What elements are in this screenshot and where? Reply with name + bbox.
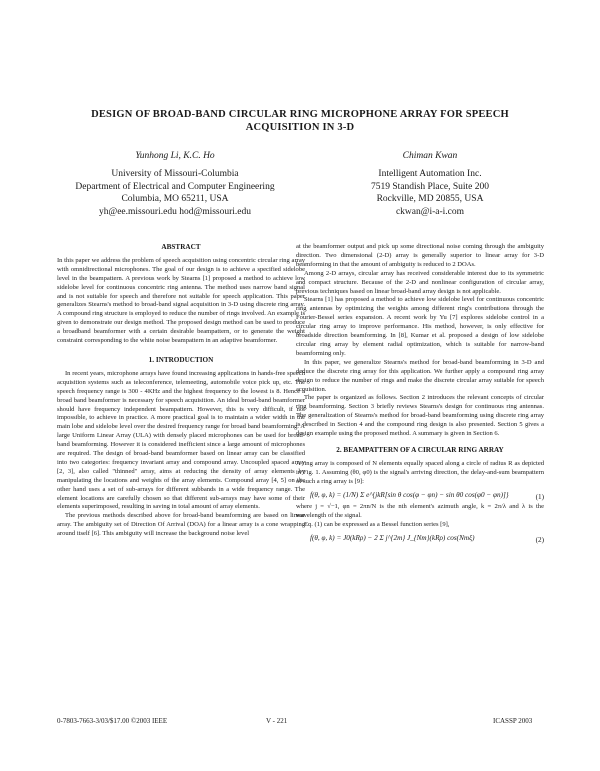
equation-2-number: (2) (535, 536, 544, 545)
abstract-text: In this paper we address the problem of speech acquisition using concentric circular ring array with omnidirectional microphones. The goal of our design is to achieve a specified sidelobe level in the beampattern. A previous work by Stearns [1] proposed a method to achieve low sidelobe level for continuous concentric ring antenna. The method uses narrow band signal and is not suitable for speech and therefore not suitable for speech application. This paper generalizes Stearns's method to broad-band signal acquisition in 3-D using discrete ring array. A compound ring structure is employed to reduce the number of rings involved. An example is given to demonstrate our design method. The proposed design method can be used to produce a broadband beamformer with a certain desirable beampattern, or to generate the weight constraint corresponding to the white noise beampattern in an adaptive beamformer. (57, 256, 306, 345)
section-2-paragraph: where j = √−1, φn = 2πn/N is the nth element's azimuth angle, k = 2π/λ and λ is the wavelength of the signal. (296, 503, 544, 520)
equation-2-body: f(θ, φ, k) = J0(kRρ) − 2 Σ j^{2m} J_{Nm}(kRρ) cos(Nmξ) (310, 534, 475, 543)
footer-page-number: V - 221 (266, 717, 288, 725)
equation-2 (296, 534, 544, 543)
affiliation-line: Intelligent Automation Inc. (378, 169, 482, 180)
paper-title: DESIGN OF BROAD-BAND CIRCULAR RING MICROPHONE ARRAY FOR SPEECH ACQUISITION IN 3-D (91, 109, 509, 133)
affiliation-line: Columbia, MO 65211, USA (121, 194, 229, 205)
intro-paragraph: In recent years, microphone arrays have found increasing applications in hands-free speech acquisition systems such as teleconference, telemeeting, automobile voice pick up, etc. The speech frequency range is 300 - 4KHz and the highest frequency to the lowest is 8. Hence a broad band beamformer is necessary for speech acquisition. An ideal broad-band beamformer should have frequency independent beampattern. However, this is very difficult, if not impossible, to achieve in practice. A more practical goal is to maintain a wider width in the main lobe and sidelobe level over the desired frequency range for broad band beamforming. A large Uniform Linear Array (ULA) with densely placed microphones can be used for broad-band beamforming. However it is considered inefficient since a large amount of microphones are required. The design of broad-band beamformer based on linear array can be classified into two categories: frequency invariant array and compound array. Uncoupled spaced array [2, 3], also called "thinned" array, aims at reducing the density of array elements by manipulating the locations and weights of the array elements. Compound array [4, 5] on the other hand uses a set of sub-arrays for different subbands in a wide frequency range. The element locations are carefully chosen so that different sub-arrays may have some of their elements superimposed, resulting in saving in total amount of array elements. (57, 369, 305, 511)
affiliation-line: University of Missouri-Columbia (111, 169, 239, 180)
footer-copyright: 0-7803-7663-3/03/$17.00 ©2003 IEEE (57, 717, 168, 725)
body-paragraph: at the beamformer output and pick up some directional noise coming through the ambiguity direction. Two dimensional (2-D) array is generally superior to linear array for 3-D beamforming in that the amount of ambiguity is reduced to 2 DOAs. (296, 243, 544, 268)
equation-1-number: (1) (535, 492, 544, 501)
left-column (57, 243, 305, 539)
intro-paragraph: The previous methods described above for broad-band beamforming are based on linear array. The ambiguity set of Direction Of Arrival (DOA) for a linear array is a cone wrapping around itself [6]. This ambiguity will increase the background noise level (57, 512, 305, 538)
section-2-heading: 2. BEAMPATTERN OF A CIRCULAR RING ARRAY (336, 445, 504, 454)
affiliation-line: 7519 Standish Place, Suite 200 (371, 181, 489, 192)
author-email-left: yh@ee.missouri.edu hod@missouri.edu (98, 206, 252, 217)
author-names-right: Chiman Kwan (402, 151, 458, 161)
author-block-right (325, 150, 535, 218)
author-block-left (40, 150, 310, 218)
footer-venue: ICASSP 2003 (493, 717, 533, 725)
section-2-paragraph: Eq. (1) can be expressed as a Bessel function series [9], (304, 521, 450, 529)
body-paragraph: The paper is organized as follows. Section 2 introduces the relevant concepts of circular ring beamforming. Section 3 briefly reviews Stearns's design for continuous ring antennas. The generalization of Stearns's method for broad-band beamforming using discrete ring array is described in Section 4 and the compound ring design is also presented. Section 5 gives a design example using the proposed method. A summary is given in Section 6. (296, 394, 544, 438)
affiliation-line: Department of Electrical and Computer Engineering (75, 181, 275, 192)
right-column (296, 243, 544, 547)
equation-1-body: f(θ, φ, k) = (1/N) Σ e^{jkR[sin θ cos(φ − φn) − sin θ0 cos(φ0 − φn)]} (310, 490, 509, 499)
equation-1 (296, 491, 544, 500)
intro-heading: 1. INTRODUCTION (148, 355, 214, 364)
body-paragraph: In this paper, we generalize Stearns's method for broad-band beamforming in 3-D and deduce the discrete ring array for this application. We further apply a compound ring array design to reduce the number of rings and make the discrete circular array suitable for speech acquisition. (296, 358, 544, 393)
abstract-heading: ABSTRACT (161, 243, 201, 251)
section-2-paragraph: A ring array is composed of N elements equally spaced along a circle of radius R as depicted in Fig. 1. Assuming (θ0, φ0) is the signal's arriving direction, the delay-and-sum beampattern of such a ring array is [9]: (296, 459, 544, 485)
author-names-left: Yunhong Li, K.C. Ho (135, 151, 215, 161)
author-email-right: ckwan@i-a-i.com (395, 206, 465, 217)
body-paragraph: Stearns [1] has proposed a method to achieve low sidelobe level for continuous concentric ring antennas by optimizing the weights among different ring's contributions through the Fourier-Bessel series expansion. A recent work by Yu [7] explores sidelobe control in a circular ring array to improve performance. His method, however, is only effective for broadside direction beamforming. In [8], Kumar et al. proposed a design of low sidelobe circular ring array by element radial optimization, which is suitable for narrow-band beamforming only. (296, 296, 544, 357)
body-paragraph: Among 2-D arrays, circular array has received considerable interest due to its symmetric and compact structure. Because of the 2-D and nonlinear configuration of circular array, previous techniques based on linear broad-band array design is not applicable. (296, 269, 544, 295)
affiliation-line: Rockville, MD 20855, USA (376, 194, 484, 205)
